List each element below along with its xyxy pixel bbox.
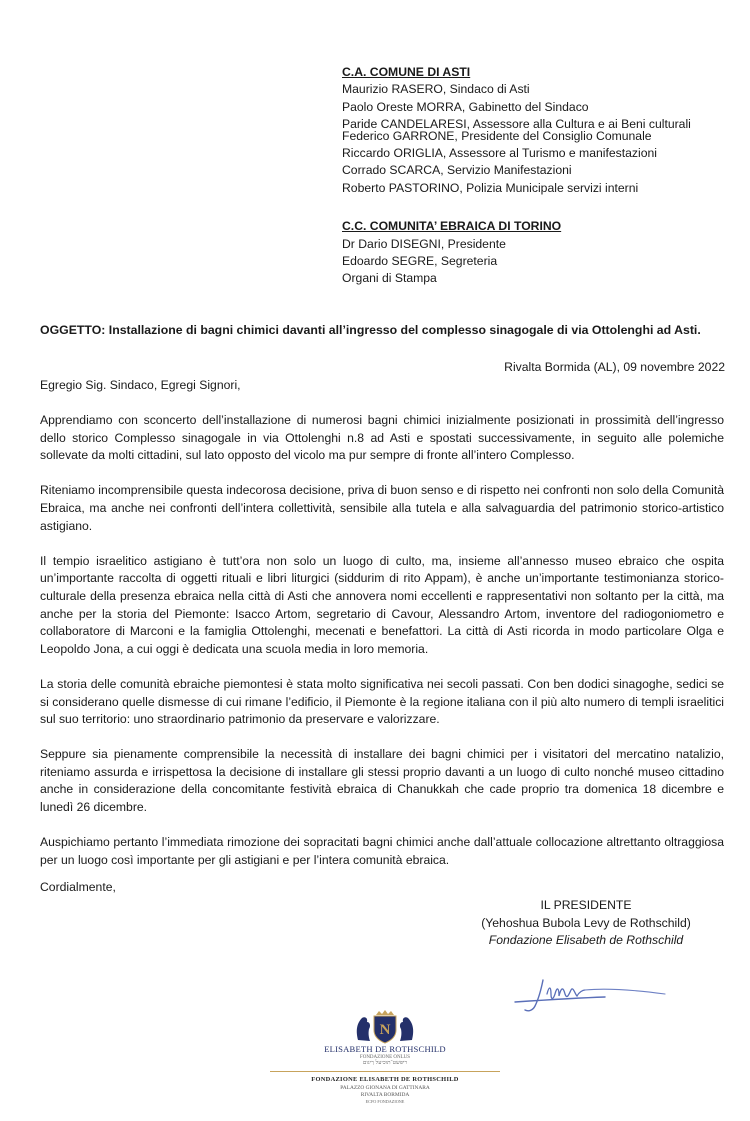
footer-address-line: PALAZZO GIONANA DI GATTINARA	[340, 1085, 430, 1091]
logo-name: ELISABETH DE ROTHSCHILD	[324, 1044, 446, 1054]
recipient-heading-comunita: C.C. COMUNITA’ EBRAICA DI TORINO	[342, 219, 562, 234]
recipient-line: Corrado SCARCA, Servizio Manifestazioni	[342, 163, 572, 178]
handwritten-signature	[505, 972, 675, 1016]
letter-date: Rivalta Bormida (AL), 09 novembre 2022	[504, 360, 725, 374]
recipient-line: Organi di Stampa	[342, 271, 437, 286]
svg-text:N: N	[379, 1022, 391, 1038]
body-paragraph: Apprendiamo con sconcerto dell’installazione di numerosi bagni chimici inizialmente posizionati in prossimità dell’ingresso dello storico Complesso sinagogale in via Ottolenghi n.8 ad Asti e spostati successivamente, in seguito alle polemiche sollevate da molti cittadini, sul lato opposto del vicolo ma pur sempre di fronte all’intero Complesso.	[40, 413, 724, 463]
recipient-line: Maurizio RASERO, Sindaco di Asti	[342, 82, 530, 97]
logo-tagline: ריפשט־תוכיעל ךיגום	[362, 1060, 408, 1066]
foundation-logo	[270, 1010, 500, 1121]
recipients-block	[342, 64, 691, 288]
footer-organization: FONDAZIONE ELISABETH DE ROTHSCHILD	[311, 1076, 459, 1083]
letter-subject: OGGETTO: Installazione di bagni chimici davanti all’ingresso del complesso sinagogale di via Ottolenghi ad Asti.	[40, 323, 701, 337]
signer-organization: Fondazione Elisabeth de Rothschild	[488, 933, 684, 948]
body-paragraph: Auspichiamo pertanto l’immediata rimozione dei sopracitati bagni chimici anche dall’attuale collocazione altrettanto oltraggiosa per un luogo così importante per gli astigiani e per l’intera comunità ebraica.	[40, 835, 724, 867]
recipient-line: Roberto PASTORINO, Polizia Municipale servizi interni	[342, 180, 639, 195]
footer-address-line: ECFO FONDAZIONE	[365, 1099, 405, 1104]
letter-closing: Cordialmente,	[40, 880, 116, 894]
body-paragraph: Seppure sia pienamente comprensibile la necessità di installare dei bagni chimici per i visitatori del mercatino natalizio, riteniamo assurda e irrispettosa la decisione di installare gli stessi proprio davanti a un luogo di culto nonché museo cittadino anche in considerazione della concomitante festività ebraica di Chanukkah che cade proprio tra domenica 18 dicembre e lunedì 26 dicembre.	[40, 747, 724, 815]
logo-tagline-latin: FONDAZIONE ONLUS	[359, 1055, 411, 1060]
logo-divider	[270, 1071, 500, 1072]
letter-body	[40, 412, 724, 887]
lion-icon	[400, 1017, 413, 1041]
recipient-line: Edoardo SEGRE, Segreteria	[342, 254, 498, 269]
recipient-line: Dr Dario DISEGNI, Presidente	[342, 236, 506, 251]
footer-address-line: RIVALTA BORMIDA	[360, 1092, 410, 1098]
recipient-line: Paolo Oreste MORRA, Gabinetto del Sindaco	[342, 99, 589, 114]
body-paragraph: Riteniamo incomprensibile questa indecorosa decisione, priva di buon senso e di rispetto nei confronti non solo della Comunità Ebraica, ma anche nei confronti dell’intera collettività, sensibile alla tutela e alla salvaguardia del patrimonio storico-artistico astigiano.	[40, 483, 724, 533]
lion-icon	[357, 1017, 370, 1041]
recipient-heading-comune: C.A. COMUNE DI ASTI	[342, 65, 471, 79]
recipient-line: Federico GARRONE, Presidente del Consiglio Comunale	[342, 128, 652, 143]
body-paragraph: Il tempio israelitico astigiano è tutt’ora non solo un luogo di culto, ma, insieme all’annesso museo ebraico che ospita un’importante raccolta di oggetti rituali e libri liturgici (siddurim di rito Appam), è anche un’importante testimonianza storico-culturale della presenza ebraica nella città di Asti che annovera nomi eccellenti e rappresentativi non soltanto per la città, ma anche per la storia del Piemonte: Isacco Artom, segretario di Cavour, Alessandro Artom, inventore del radiogoniometro e collaboratore di Marconi e la famiglia Ottolenghi, mecenati e benefattori. La città di Asti ricorda in modo particolare Olga e Leopoldo Jona, a cui oggi è dedicata una scuola media in loro memoria.	[40, 553, 724, 656]
recipient-line: Riccardo ORIGLIA, Assessore al Turismo e manifestazioni	[342, 146, 657, 161]
signer-name: (Yehoshua Bubola Levy de Rothschild)	[481, 915, 691, 930]
signature-block	[470, 897, 702, 950]
letter-greeting: Egregio Sig. Sindaco, Egregi Signori,	[40, 378, 241, 392]
signer-title: IL PRESIDENTE	[540, 898, 632, 912]
body-paragraph: La storia delle comunità ebraiche piemontesi è stata molto significativa nei secoli passati. Con ben dodici sinagoghe, sedici se si considerano quelle dismesse di cui rimane l’edificio, il Piemonte è la regione italiana con il più alto numero di templi israelitici sul suo territorio: uno straordinario patrimonio da preservare e valorizzare.	[40, 676, 724, 727]
coat-of-arms-icon	[270, 1010, 500, 1044]
recipient-line: Paride CANDELARESI, Assessore alla Cultura e ai Beni culturali	[342, 117, 691, 132]
